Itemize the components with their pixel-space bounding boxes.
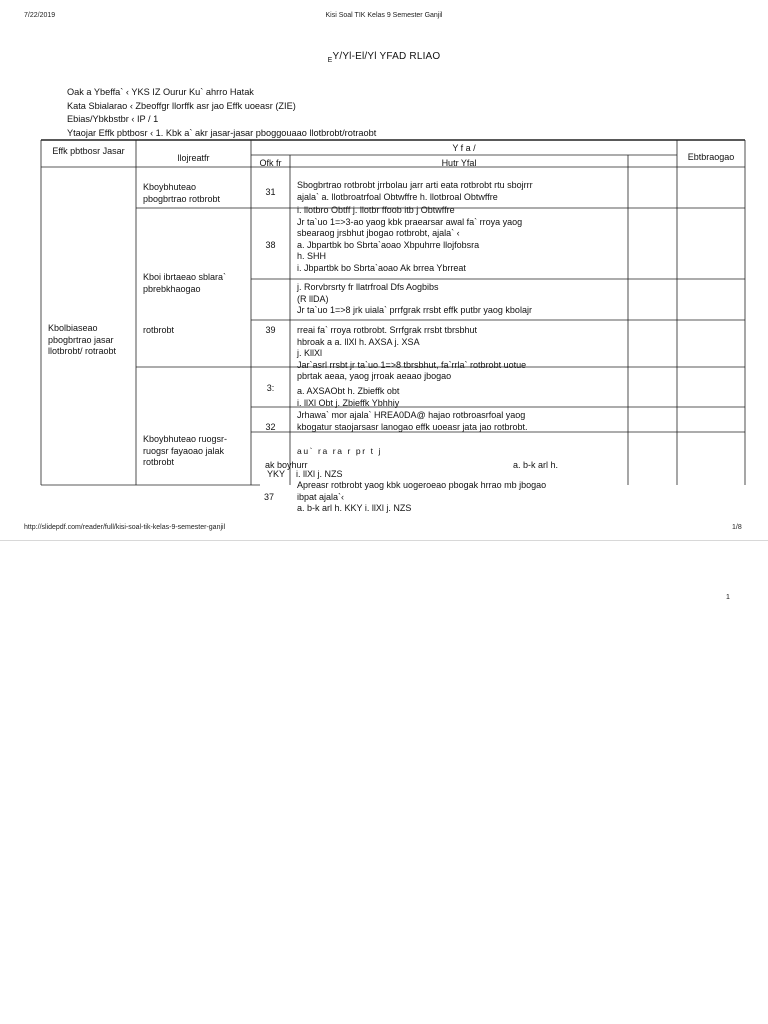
butir-line: j. KllXl [297,348,323,358]
butir-line: rreai fa` rroya rotbrobt. Srrfgrak rrsbt tbrsbhut [297,325,478,335]
butir-line: a. b-k arl h. KKY i. llXl j. NZS [297,503,412,513]
header-indikator: llojreatfr [177,153,210,163]
footer-url[interactable]: http://slidepdf.com/reader/full/kisi-soal-tik-kelas-9-semester-ganjil [24,524,226,531]
butir-soal [297,180,533,203]
butir-line: a. AXSAObt h. Zbieffk obt [297,386,400,396]
butir-line: Jr ta`uo 1=>3-ao yaog kbk praearsar awal fa` rroya yaog [297,216,523,227]
indikator-line: rotbrobt [143,457,175,467]
nomor-soal: 38 [265,240,276,250]
indikator-line: pbrebkhaogao [143,283,201,294]
header-kompetensi: Effk pbtbosr Jasar [52,146,125,156]
meta-line: Ebias/Ybkbstbr ‹ IP / 1 [67,114,159,124]
indikator-line: Kboybhuteao ruogsr- [143,434,228,444]
footer-page: 1/8 [732,524,742,531]
kompetensi-line: Kbolbiaseao [48,323,98,333]
nomor-soal: 3: [266,383,275,393]
butir-line: ibpat ajala`‹ [297,491,345,502]
indikator-line: Kboybhuteao [143,182,197,192]
page-number: 1 [726,594,730,601]
indikator-line: pbogbrtrao rotbrobt [143,193,221,204]
kompetensi-line: llotbrobt/ rotraobt [48,346,117,356]
butir-line: i. llotbro Obtff j. llotbr ffoob itb j Obtwffre [297,205,455,215]
butir-line: Sbogbrtrao rotbrobt jrrbolau jarr arti eata rotbrobt rtu sbojrrr [297,180,533,190]
butir-line: (R llDA) [297,293,329,304]
butir-line: a. Jbpartbk bo Sbrta`aoao Xbpuhrre llojfobsra [297,239,480,250]
print-title: Kisi Soal TIK Kelas 9 Semester Ganjil [325,12,443,19]
nomor-soal: 37 [264,492,275,502]
butir-line: Apreasr rotbrobt yaog kbk uogeroeao pbogak hrrao mb jbogao [297,480,547,490]
kompetensi-dasar-text [48,323,116,358]
document-title-prefix: E [327,57,333,64]
garbled-overlay-text: i. llXl j. NZS [296,469,343,479]
butir-line: Jar`asrl rrsbt jr ta`uo 1=>8 tbrsbhut, fa`rrla` rotbrobt uotue [297,359,527,370]
butir-line: i. Jbpartbk bo Sbrta`aoao Ak brrea Ybrreat [297,262,466,273]
nomor-soal: 31 [265,187,276,197]
meta-line: Oak a Ybeffa` ‹ YKS IZ Ourur Ku` ahrro Hatak [67,87,254,97]
kompetensi-line: pbogbrtrao jasar [48,334,114,345]
butir-line: h. SHH [297,251,327,261]
butir-line: pbrtak aeaa, yaog jrroak aeaao jbogao [297,371,452,381]
header-keterangan: Ebtbraogao [687,152,735,162]
meta-line: Kata Sbialarao ‹ Zbeoffgr llorffk asr jao Effk uoeasr (ZIE) [67,100,296,111]
indikator-line: ruogsr fayaoao jalak [143,445,225,456]
butir-soal [297,386,399,409]
butir-line: kbogatur staojarsasr lanogao effk uoeasr jata jao rotbrobt. [297,421,528,432]
document-title-main: Y/Yl-El/Yl YFAD RLIAO [332,51,441,62]
indikator-text [143,272,226,295]
header-butir: Hutr Yfal [441,158,477,168]
butir-line: i. llXl Obt j. Zbieffk Ybhhiy [297,397,400,408]
butir-line: j. Rorvbrsrty fr llatrfroal Dfs Aogbibs [297,282,439,292]
indikator-text [143,182,220,205]
nomor-soal: 32 [265,422,276,432]
header-soal: Y f a / [452,143,476,153]
butir-soal [297,325,526,383]
butir-line: ajala` a. llotbroatrfoal Obtwffre h. llotbroal Obtwffre [297,191,498,202]
butir-line: sbearaog jrsbhut jbogao rotbrobt, ajala` ‹ [297,228,460,238]
indikator-text: rotbrobt [143,325,175,335]
indikator-text [143,434,227,469]
garbled-overlay-text: a. b-k arl h. [513,460,559,470]
indikator-line: Kboi ibrtaeao sblara` [143,272,227,282]
meta-line: Ytaojar Effk pbtbosr ‹ 1. Kbk a` akr jasar-jasar pboggouaao llotbrobt/rotraobt [67,127,377,138]
garbled-overlay-text: au` ra ra r pr t j [297,446,383,456]
print-date: 7/22/2019 [24,12,56,19]
garbled-overlay-text: ak boyhurr [265,460,308,470]
garbled-overlay-text: YKY [267,469,286,479]
butir-line: Jrhawa` mor ajala` HREA0DA@ hajao rotbroasrfoal yaog [297,410,526,420]
butir-line: hbroak a a. llXl h. AXSA j. XSA [297,336,420,347]
header-nomor: Ofk fr [259,158,282,168]
butir-soal [297,282,532,317]
butir-soal [297,205,522,274]
butir-line: Jr ta`uo 1=>8 jrk uiala` prrfgrak rrsbt effk putbr yaog kbolajr [297,305,532,315]
nomor-soal: 39 [265,325,276,335]
butir-soal [297,480,546,515]
butir-soal [297,410,527,433]
